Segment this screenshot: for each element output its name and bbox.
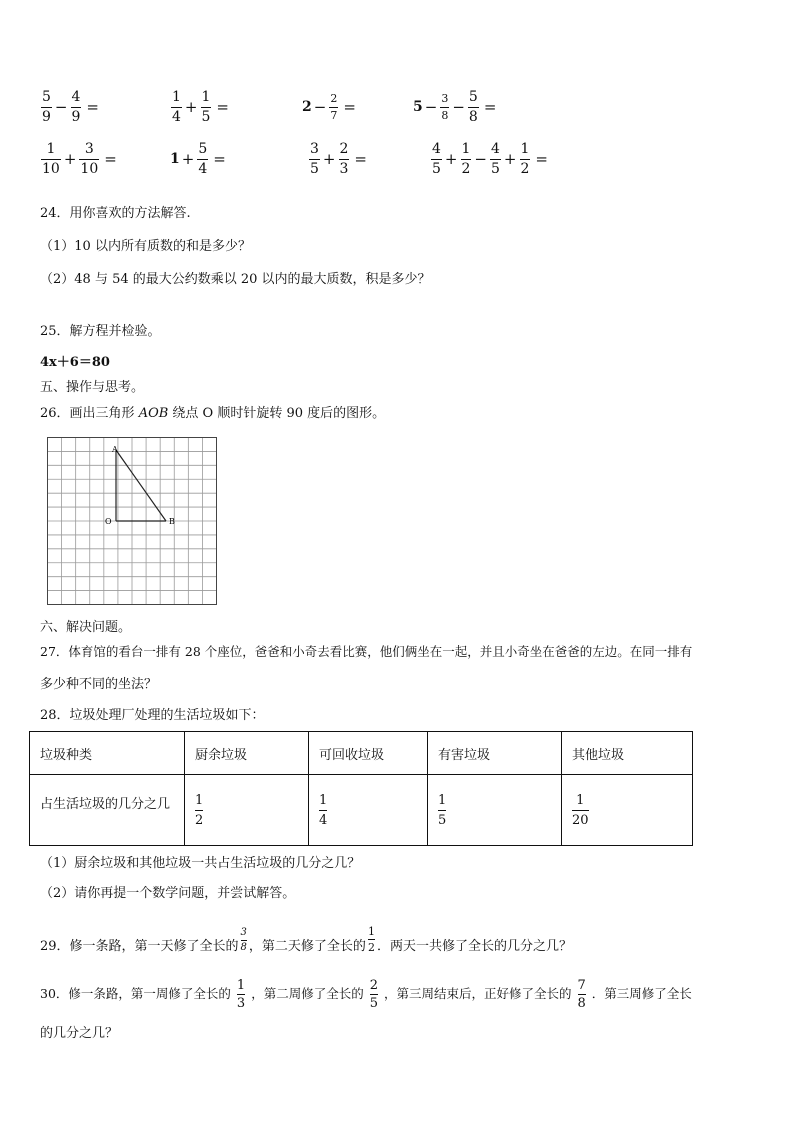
expr-2-minus-2-7 [302,93,356,121]
section-5-heading: 五、操作与思考。 [40,380,145,395]
denominator: 2 [195,812,204,828]
denominator: 9 [42,108,51,125]
equals-sign: = [213,150,226,169]
expr-1-4-plus-1-5 [170,90,229,124]
denominator: 9 [71,108,81,125]
numerator: 1 [367,925,375,938]
equals-sign: = [483,98,497,117]
section-6-heading: 六、解决问题。 [40,620,132,635]
numerator: 1 [576,792,585,808]
q29-part2: ，第二天修了全长的 [248,939,366,954]
denominator: 8 [240,942,247,953]
denominator: 8 [441,108,449,122]
numerator: 1 [461,141,471,157]
label-point-a: A [112,445,118,454]
expr-5-9-minus-4-9 [40,90,99,124]
fraction [440,93,449,121]
numerator: 1 [236,978,246,993]
q29-text [40,926,572,955]
q26-title-post: 绕点 O 顺时针旋转 90 度后的图形。 [168,406,386,421]
q24-part2: （2）48 与 54 的最大公约数乘以 20 以内的最大质数，积是多少？ [40,272,431,287]
fraction [490,142,501,176]
q26-triangle-var: AOB [138,406,169,421]
numerator: 1 [520,141,530,157]
fraction [368,926,375,953]
denominator: 2 [367,941,375,954]
denominator: 5 [310,160,319,177]
triangle-side-ab [116,450,166,521]
table-cell [309,775,428,846]
fraction [572,793,589,828]
numerator: 2 [330,92,338,105]
operator: − [474,150,487,169]
denominator: 5 [432,160,441,177]
q27-line1: 27．体育馆的看台一排有 28 个座位，爸爸和小奇去看比赛，他们俩坐在一起，并且小奇坐在爸爸的左边。在同一排有 [40,644,693,659]
table-header-row [30,732,693,775]
q26-title-pre: 26．画出三角形 [40,406,139,421]
table-cell [562,775,693,846]
numerator: 1 [195,792,204,808]
denominator: 5 [369,996,378,1011]
table-header-cell: 垃圾种类 [30,732,185,775]
fraction [578,979,586,1010]
numerator: 7 [577,978,586,993]
q30-line2: 的几分之几？ [40,1026,119,1041]
q25-equation: 4x＋6＝80 [40,355,110,370]
q25-title: 25．解方程并检验。 [40,324,161,339]
fraction [201,90,212,124]
whole-number: 5 [413,99,423,116]
fraction [197,142,208,176]
expr-3-5-plus-2-3 [308,142,367,176]
fraction [461,142,472,176]
denominator: 2 [520,160,530,177]
q26-title [40,407,385,420]
denominator: 3 [236,996,246,1011]
denominator: 8 [468,108,478,125]
expr-5-minus-3-8-minus-5-8 [413,90,496,124]
operator: + [503,150,517,169]
operator: + [184,98,198,117]
table-row-label: 占生活垃圾的几分之几 [30,775,185,846]
whole-number: 1 [170,151,180,168]
denominator: 5 [491,160,500,177]
expr-1-plus-5-4 [170,142,226,176]
numerator: 1 [46,141,56,157]
table-header-cell: 其他垃圾 [562,732,693,775]
q28-part2: （2）请你再提一个数学问题，并尝试解答。 [40,886,296,901]
denominator: 5 [201,108,211,125]
denominator: 7 [330,108,338,122]
table-row [30,775,693,846]
fraction [329,93,338,121]
numerator: 5 [42,89,51,105]
table-header-cell: 有害垃圾 [428,732,562,775]
trash-table [29,731,693,846]
q30-line1 [40,979,692,1010]
fraction [431,142,442,176]
denominator: 8 [577,996,586,1011]
numerator: 3 [310,141,319,157]
q29-part3: ．两天一共修了全长的几分之几？ [376,939,572,954]
label-point-o: O [105,517,112,526]
q30-part4: ．第三周修了全长 [591,986,692,1002]
numerator: 5 [468,89,478,105]
numerator: 5 [198,141,208,157]
operator: − [424,98,438,117]
equals-sign: = [86,98,99,117]
fraction [237,979,245,1010]
denominator: 2 [461,160,471,177]
operator: − [452,98,465,117]
denominator: 10 [80,160,99,177]
table-cell [428,775,562,846]
whole-number: 2 [302,99,312,116]
numerator: 3 [240,927,247,938]
fraction [195,793,203,828]
equals-sign: = [216,98,229,117]
numerator: 4 [71,89,81,105]
expr-4-5-plus-1-2-minus-4-5-plus-1-2 [430,142,548,176]
equals-sign: = [354,150,367,169]
numerator: 3 [84,141,94,157]
denominator: 4 [319,812,328,828]
table-header-cell: 厨余垃圾 [185,732,309,775]
table-header-cell: 可回收垃圾 [309,732,428,775]
q30-part2: ，第二周修了全长的 [251,986,364,1002]
numerator: 1 [438,792,447,808]
numerator: 4 [432,141,441,157]
q28-title: 28．垃圾处理厂处理的生活垃圾如下： [40,708,265,723]
denominator: 10 [42,160,60,177]
fraction [370,979,378,1010]
q24-part1: （1）10 以内所有质数的和是多少？ [40,239,251,254]
q29-part1: 29．修一条路，第一天修了全长的 [40,939,239,954]
numerator: 4 [491,141,500,157]
operator: − [313,98,327,117]
fraction [241,928,247,953]
fraction [171,90,182,124]
numerator: 1 [172,89,181,105]
fraction [41,90,52,124]
q28-part1: （1）厨余垃圾和其他垃圾一共占生活垃圾的几分之几？ [40,856,361,871]
label-point-b: B [169,517,175,526]
operator: + [444,150,458,169]
fraction [41,142,61,176]
equals-sign: = [535,150,548,169]
rotation-grid [46,436,218,606]
numerator: 2 [369,978,378,993]
fraction [339,142,350,176]
expr-1-10-plus-3-10 [40,142,117,176]
denominator: 4 [198,160,208,177]
fraction [309,142,320,176]
denominator: 3 [339,160,349,177]
q27-line2: 多少种不同的坐法？ [40,677,158,692]
denominator: 5 [438,812,447,828]
numerator: 3 [441,92,449,106]
operator: + [181,150,195,169]
fraction [71,90,82,124]
operator: − [54,98,68,117]
numerator: 2 [339,141,349,157]
numerator: 1 [319,792,328,808]
q30-part3: ，第三周结束后，正好修了全长的 [384,986,572,1002]
fraction [520,142,531,176]
fraction [79,142,99,176]
table-cell [185,775,309,846]
denominator: 20 [572,812,589,828]
numerator: 1 [201,89,211,105]
denominator: 4 [172,108,181,125]
operator: + [63,150,77,169]
fraction [319,793,327,828]
equals-sign: = [343,98,356,117]
operator: + [322,150,336,169]
equals-sign: = [104,150,117,169]
q30-part1: 30．修一条路，第一周修了全长的 [40,986,231,1002]
fraction [438,793,446,828]
fraction [468,90,479,124]
q24-title: 24．用你喜欢的方法解答. [40,206,191,221]
